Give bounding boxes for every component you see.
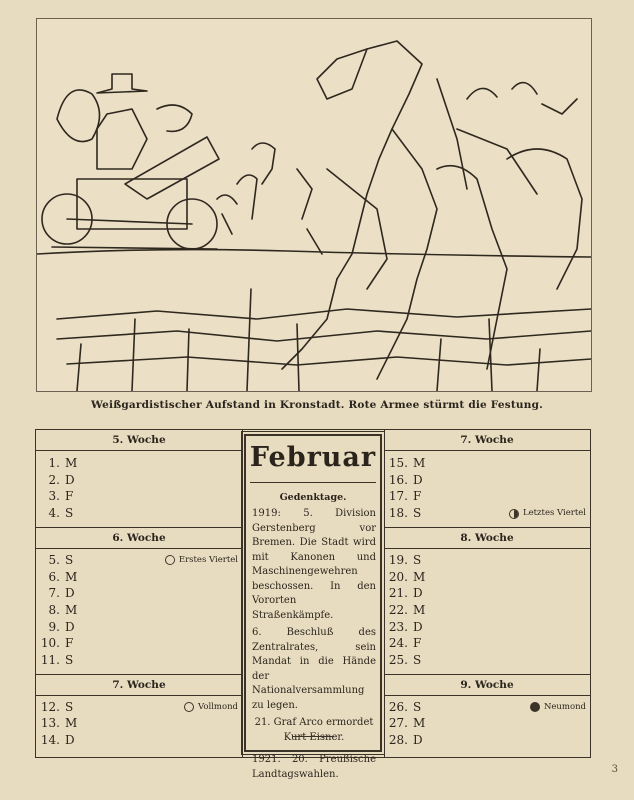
weekday-letter: S <box>65 552 74 567</box>
week-header: 6. Woche <box>36 527 242 549</box>
day-row <box>36 552 242 569</box>
day-number: 4. <box>48 506 60 521</box>
day-row <box>36 585 242 602</box>
month-title: Februar <box>249 442 377 473</box>
weekday-letter: F <box>413 489 422 504</box>
note-2: 6. Beschluß des Zentralrates, sein Mandat in die Hände der Nationalversammlung zu legen. <box>252 627 376 711</box>
weekday-letter: M <box>65 569 78 584</box>
day-row <box>36 505 242 522</box>
illustration-kronstadt <box>36 18 592 392</box>
weekday-letter: S <box>413 699 422 714</box>
day-row <box>36 652 242 669</box>
day-number: 13. <box>40 716 60 731</box>
weekday-letter: S <box>413 552 422 567</box>
day-row <box>384 732 590 749</box>
moon-phase <box>165 552 238 569</box>
week-header: 7. Woche <box>36 674 242 696</box>
day-row <box>36 699 242 716</box>
day-number: 25. <box>388 653 408 667</box>
moon-phase-label: Letztes Viertel <box>522 508 586 519</box>
day-number: 14. <box>40 733 60 748</box>
day-number: 22. <box>388 602 408 617</box>
weekday-letter: F <box>65 636 74 651</box>
day-number: 17. <box>388 489 408 504</box>
weekday-letter: M <box>413 602 426 617</box>
moon-phase-label: Neumond <box>543 701 586 712</box>
day-number: 20. <box>388 569 408 584</box>
day-row <box>384 699 590 716</box>
day-number: 21. <box>388 586 408 601</box>
day-number: 12. <box>40 699 60 714</box>
day-row <box>384 455 590 472</box>
day-number: 11. <box>40 653 60 667</box>
weekday-letter: S <box>413 506 422 521</box>
day-number: 26. <box>388 699 408 714</box>
weekday-letter: M <box>413 569 426 584</box>
calendar-table <box>35 429 591 780</box>
day-row <box>36 569 242 586</box>
day-row <box>36 455 242 472</box>
moon-quarter-icon <box>509 509 519 519</box>
day-number: 7. <box>48 586 60 601</box>
week-header: 7. Woche <box>384 430 590 451</box>
day-row <box>36 488 242 505</box>
moon-full-icon <box>184 702 194 712</box>
day-row <box>36 472 242 489</box>
day-row <box>384 715 590 732</box>
weekday-letter: M <box>65 602 78 617</box>
note-1: 1919: 5. Division Gerstenberg vor Bremen. Die Stadt wird mit Kanonen und Maschinengewehren beschossen. In den Vororten Straßenkämpfe. <box>252 508 376 621</box>
day-row <box>384 552 590 569</box>
weekday-letter: S <box>413 653 422 667</box>
day-number: 24. <box>388 636 408 651</box>
weekday-letter: D <box>413 619 423 634</box>
day-row <box>36 635 242 652</box>
illustration-drawing <box>37 19 591 391</box>
day-row <box>384 488 590 505</box>
day-number: 27. <box>388 716 408 731</box>
day-number: 10. <box>40 636 60 651</box>
weekday-letter: M <box>65 716 78 731</box>
day-row <box>384 635 590 652</box>
day-row <box>384 619 590 636</box>
weekday-letter: D <box>413 586 423 601</box>
section-label: Gedenktage. <box>279 492 347 503</box>
weekday-letter: D <box>413 733 423 748</box>
week-header: 8. Woche <box>384 527 590 549</box>
moon-phase-label: Erstes Viertel <box>178 554 238 565</box>
day-row <box>384 505 590 522</box>
weekday-letter: F <box>65 489 74 504</box>
month-rule-bottom <box>292 736 334 737</box>
weekday-letter: D <box>413 472 423 487</box>
month-rule <box>250 482 376 483</box>
day-row <box>36 602 242 619</box>
weekday-letter: D <box>65 472 75 487</box>
day-row <box>384 585 590 602</box>
day-row <box>36 715 242 732</box>
week-header: 5. Woche <box>36 430 242 451</box>
day-number: 16. <box>388 472 408 487</box>
note-3: 21. Graf Arco ermordet Kurt Eisner. <box>254 717 374 743</box>
day-row <box>384 602 590 619</box>
month-panel <box>242 434 384 780</box>
weekday-letter: M <box>413 456 426 470</box>
day-row <box>384 569 590 586</box>
day-number: 15. <box>388 456 408 470</box>
day-number: 28. <box>388 733 408 748</box>
weekday-letter: S <box>65 506 74 521</box>
day-number: 5. <box>48 552 60 567</box>
day-number: 19. <box>388 552 408 567</box>
week-header: 9. Woche <box>384 674 590 696</box>
moon-phase <box>184 699 238 716</box>
weekday-letter: D <box>65 619 75 634</box>
weekday-letter: S <box>65 653 74 667</box>
day-number: 18. <box>388 506 408 521</box>
note-4: 1921. 20. Preußische Landtagswahlen. <box>252 754 376 780</box>
day-row <box>384 472 590 489</box>
weekday-letter: D <box>65 733 75 748</box>
calendar-right-column <box>384 430 590 757</box>
day-number: 8. <box>48 602 60 617</box>
day-number: 3. <box>48 489 60 504</box>
weekday-letter: S <box>65 699 74 714</box>
day-number: 9. <box>48 619 60 634</box>
calendar-left-column <box>36 430 242 757</box>
weekday-letter: M <box>65 456 78 470</box>
day-row <box>36 732 242 749</box>
weekday-letter: F <box>413 636 422 651</box>
day-number: 23. <box>388 619 408 634</box>
moon-phase-label: Vollmond <box>197 701 238 712</box>
notes-text <box>252 507 376 785</box>
day-number: 1. <box>48 456 60 470</box>
day-row <box>384 652 590 669</box>
day-number: 2. <box>48 472 60 487</box>
day-number: 6. <box>48 569 60 584</box>
illustration-caption: Weißgardistischer Aufstand in Kronstadt. Rote Armee stürmt die Festung. <box>90 399 543 411</box>
day-row <box>36 619 242 636</box>
moon-crescent-icon <box>165 555 175 565</box>
weekday-letter: M <box>413 716 426 731</box>
weekday-letter: D <box>65 586 75 601</box>
moon-phase <box>509 505 586 522</box>
moon-phase <box>530 699 586 716</box>
page-number: 3 <box>611 764 618 775</box>
moon-new-icon <box>530 702 540 712</box>
